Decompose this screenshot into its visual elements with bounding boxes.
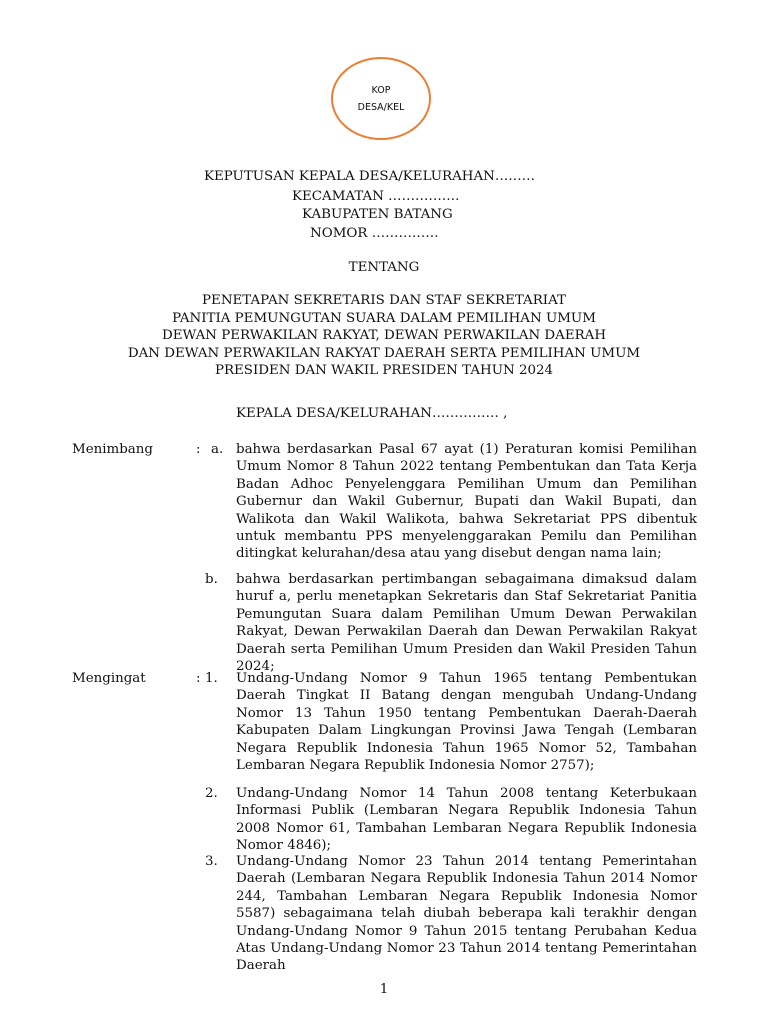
decree-title <box>0 292 768 380</box>
title-line: DAN DEWAN PERWAKILAN RAKYAT DAERAH SERTA PEMILIHAN UMUM <box>127 345 641 361</box>
mengingat-item-number: 1. <box>205 671 218 686</box>
mengingat-label: Mengingat <box>72 671 146 686</box>
title-line: PANITIA PEMUNGUTAN SUARA DALAM PEMILIHAN UMUM <box>172 310 596 326</box>
menimbang-label: Menimbang <box>72 442 153 457</box>
menimbang-item-number: a. <box>211 442 224 457</box>
header-line-3: KABUPATEN BATANG <box>302 207 453 222</box>
page-number: 1 <box>379 982 389 997</box>
title-line: PRESIDEN DAN WAKIL PRESIDEN TAHUN 2024 <box>214 363 554 378</box>
mengingat-item-text: Undang-Undang Nomor 23 Tahun 2014 tentang Pemerintahan Daerah (Lembaran Negara Republik Indonesia Tahun 2014 Nomor 244, Tambahan Lembaran Negara Republik Indonesia Nomor 5587) sebagaimana telah diubah beberapa kali terakhir dengan Undang-Undang Nomor 9 Tahun 2015 tentang Perubahan Kedua Atas Undang-Undang Nomor 23 Tahun 2014 tentang Pemerintahan Daerah <box>236 854 697 974</box>
mengingat-colon: : <box>196 671 201 686</box>
kop-line-1: KOP <box>371 84 391 96</box>
header-line-4: NOMOR …………… <box>310 226 439 241</box>
header-line-1: KEPUTUSAN KEPALA DESA/KELURAHAN……… <box>204 169 535 184</box>
menimbang-item-text: bahwa berdasarkan pertimbangan sebagaimana dimaksud dalam huruf a, perlu menetapkan Sekretaris dan Staf Sekretariat Panitia Pemungutan Suara dalam Pemilihan Umum Dewan Perwakilan Rakyat, Dewan Perwakilan Daerah dan Dewan Perwakilan Rakyat Daerah serta Pemilihan Umum Presiden dan Wakil Presiden Tahun 2024; <box>236 572 697 675</box>
mengingat-item-number: 3. <box>205 854 218 869</box>
title-line: PENETAPAN SEKRETARIS DAN STAF SEKRETARIAT <box>202 293 566 308</box>
mengingat-item-text: Undang-Undang Nomor 9 Tahun 1965 tentang Pembentukan Daerah Tingkat II Batang dengan mengubah Undang-Undang Nomor 13 Tahun 1950 tentang Pembentukan Daerah-Daerah Kabupaten Dalam Lingkungan Provinsi Jawa Tengah (Lembaran Negara Republik Indonesia Tahun 1965 Nomor 52, Tambahan Lembaran Negara Republik Indonesia Nomor 2757); <box>236 671 697 774</box>
mengingat-item-number: 2. <box>205 786 218 801</box>
kepala-desa-line: KEPALA DESA/KELURAHAN…………… , <box>236 406 508 421</box>
kop-desa-placeholder <box>331 57 431 140</box>
header-line-2: KECAMATAN ……………. <box>292 189 460 204</box>
mengingat-item-text: Undang-Undang Nomor 14 Tahun 2008 tentang Keterbukaan Informasi Publik (Lembaran Negara Republik Indonesia Tahun 2008 Nomor 61, Tambahan Lembaran Negara Republik Indonesia Nomor 4846); <box>236 786 697 854</box>
menimbang-colon: : <box>196 442 201 457</box>
menimbang-item-number: b. <box>205 572 218 587</box>
menimbang-item-text: bahwa berdasarkan Pasal 67 ayat (1) Peraturan komisi Pemilihan Umum Nomor 8 Tahun 2022 tentang Pembentukan dan Tata Kerja Badan Adhoc Penyelenggara Pemilihan Umum dan Pemilihan Gubernur dan Wakil Gubernur, Bupati dan Wakil Bupati, dan Walikota dan Wakil Walikota, bahwa Sekretariat PPS dibentuk untuk membantu PPS menyelenggarakan Pemilu dan Pemilihan ditingkat kelurahan/desa atau yang disebut dengan nama lain; <box>236 442 697 562</box>
title-line: DEWAN PERWAKILAN RAKYAT, DEWAN PERWAKILAN DAERAH <box>161 328 607 343</box>
kop-line-2: DESA/KEL <box>357 101 405 113</box>
tentang-heading: TENTANG <box>348 260 420 275</box>
